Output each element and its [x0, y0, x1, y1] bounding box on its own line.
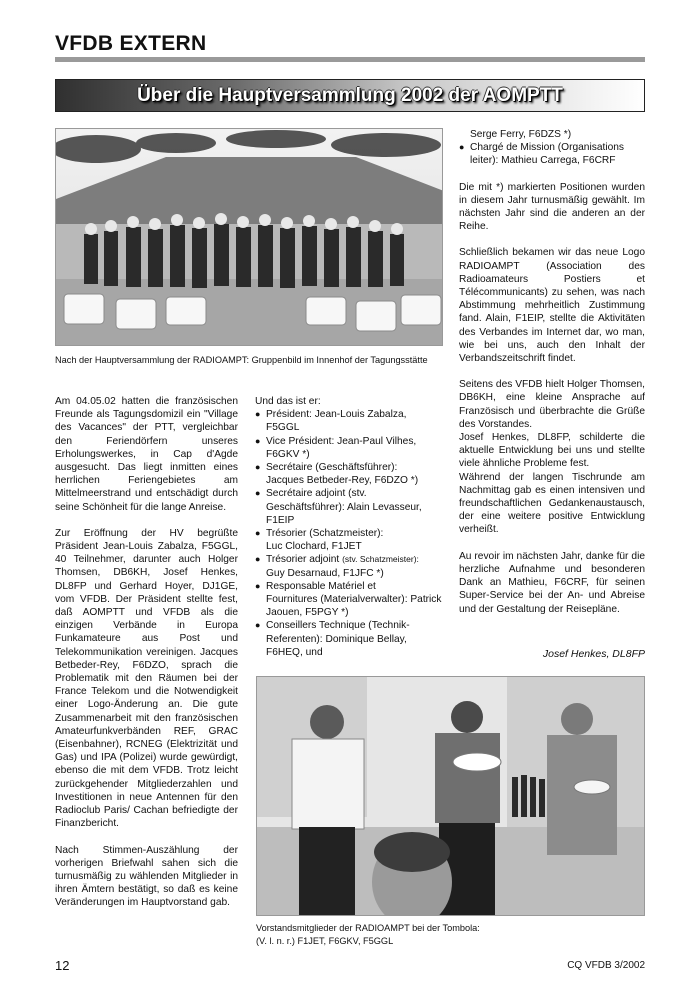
- list-item: ● Chargé de Mission (Organisations leiter): Mathieu Carrega, F6CRF: [459, 141, 645, 167]
- list-item: ● Vice Président: Jean-Paul Vilhes, F6GKV *): [255, 435, 443, 461]
- tombola-photo-image: [257, 677, 645, 916]
- headline-banner: [55, 79, 645, 112]
- paragraph: Schließlich bekamen wir das neue Logo RADIOAMPT (Association des Radioamateurs Postiers et Télécommunicants) zu sehen, was nach Abstimmung mehrheitlich Zustimmung fand. Alain, F1EIP, stellte die Aktivitäten des Verbandes im Internet dar, wo man, wie bei uns, auch den Inhalt der Verbandszeitschrift findet.: [459, 247, 645, 365]
- paragraph: Die mit *) markierten Positionen wurden in diesem Jahr turnusmäßig gewählt. Im nächsten Jahr sind die anderen an der Reihe.: [459, 181, 645, 233]
- article-headline: Über die Hauptversammlung 2002 der AOMPTT: [137, 84, 563, 106]
- officers-list-continued: [459, 141, 645, 167]
- paragraph: Seitens des VFDB hielt Holger Thomsen, DB6KH, eine kleine Ansprache auf Französisch und überbrachte die Grüße des Vorstandes.: [459, 379, 645, 430]
- officers-intro: Und das ist er:: [255, 396, 321, 407]
- list-item: ● Conseillers Technique (Technik- Referenten): Dominique Bellay, F6HEQ, und: [255, 619, 443, 659]
- issue-label: CQ VFDB 3/2002: [567, 960, 645, 971]
- paragraph: Nach Stimmen-Auszählung der vorherigen Briefwahl sahen sich die turnusmäßig zu wählenden Mitglieder in ihren Ämtern bestätigt, so daß es keine Veränderungen im Hauptvorstand gab.: [55, 844, 238, 909]
- article-column-2: [255, 395, 443, 659]
- list-item: ● Secrétaire adjoint (stv. Geschäftsführer): Alain Levasseur, F1EIP: [255, 487, 443, 527]
- caption-line: Vorstandsmitglieder der RADIOAMPT bei der Tombola:: [256, 923, 480, 933]
- section-title: VFDB EXTERN: [55, 32, 207, 55]
- group-photo-caption: Nach der Hauptversammlung der RADIOAMPT: Gruppenbild im Innenhof der Tagungsstätte: [55, 355, 428, 365]
- tombola-photo: [256, 676, 645, 916]
- list-item: ● Responsable Matériel et Fournitures (Materialverwalter): Patrick Jaouen, F5PGY *): [255, 580, 443, 620]
- paragraph: Josef Henkes, DL8FP, schilderte die aktuelle Entwicklung bei uns und stellte viele ähnliche Probleme fest.: [459, 432, 645, 470]
- group-photo-image: [56, 129, 443, 346]
- list-item: ● Trésorier (Schatzmeister): Luc Clochard, F1JET: [255, 527, 443, 553]
- tombola-photo-caption: [256, 922, 645, 948]
- officer-continuation: Serge Ferry, F6DZS *): [470, 129, 572, 140]
- list-item: ● Secrétaire (Geschäftsführer): Jacques Betbeder-Rey, F6DZO *): [255, 461, 443, 487]
- section-divider: [55, 57, 645, 62]
- paragraph: Au revoir im nächsten Jahr, danke für die herzliche Aufnahme und besonderen Dank an Mathieu, F6CRF, für seinen Super-Service bei der An- und Abreise und der Gestaltung der Reisepläne.: [459, 550, 645, 615]
- page-number: 12: [55, 958, 70, 973]
- caption-line: (V. l. n. r.) F1JET, F6GKV, F5GGL: [256, 936, 394, 946]
- list-item: ● Président: Jean-Louis Zabalza, F5GGL: [255, 408, 443, 434]
- paragraph: Am 04.05.02 hatten die französischen Freunde als Tagungsdomizil ein "Village des Vacances" der PTT, vergleichbar den Feriendörfern unseres Erholungswerkes, in Cap d'Agde ausgesucht. Das liegt inmitten eines herrlichen Feriengebietes am Mittelmeerstrand und entschädigt durch seine Schönheit für die lange Anreise.: [55, 396, 238, 513]
- article-column-3: [459, 128, 645, 629]
- paragraph: Zur Eröffnung der HV begrüßte Präsident Jean-Louis Zabalza, F5GGL, 40 Teilnehmer, darunter auch Holger Thomsen, DB6KH, Josef Henkes, DL8FP und Gerhard Hoyer, DJ1GE, vom VFDB. Der Präsident stellte fest, daß AOMPTT und VFDB als die einzigen Verbände in Europa Funkamateure aus Post und Telekommunikation vereinigen. Jacques Betbeder-Rey, F6DZO, sprach die Problematik mit den Räumen bei der France Telekom und die Notwendigkeit einer Logo-Änderung an. Die gute Zusammenarbeit mit den französischen Amateurfunkverbänden REF, GRAC (Eisenbahner), RCNEG (Elektrizität und Gas) und IPA (Polizei) wurde gewürdigt, ebenso die mit dem VFDB. Trotz leicht zurückgehender Mitgliederzahlen und Investitionen in neue Antennen für den Radioclub Paris/ Cachan befriedigte der Finanzbericht.: [55, 527, 238, 830]
- paragraph: Während der langen Tischrunde am Nachmittag gab es einen intensiven und freundschaftlichen Gedankenaustausch, der eine weitere positive Entwicklung verheißt.: [459, 471, 645, 536]
- officers-list: [255, 408, 443, 659]
- list-item: ● Trésorier adjoint (stv. Schatzmeister): Guy Desarnaud, F1JFC *): [255, 553, 443, 579]
- author-signature: Josef Henkes, DL8FP: [542, 648, 645, 660]
- group-photo: [55, 128, 443, 346]
- article-column-1: [55, 395, 238, 923]
